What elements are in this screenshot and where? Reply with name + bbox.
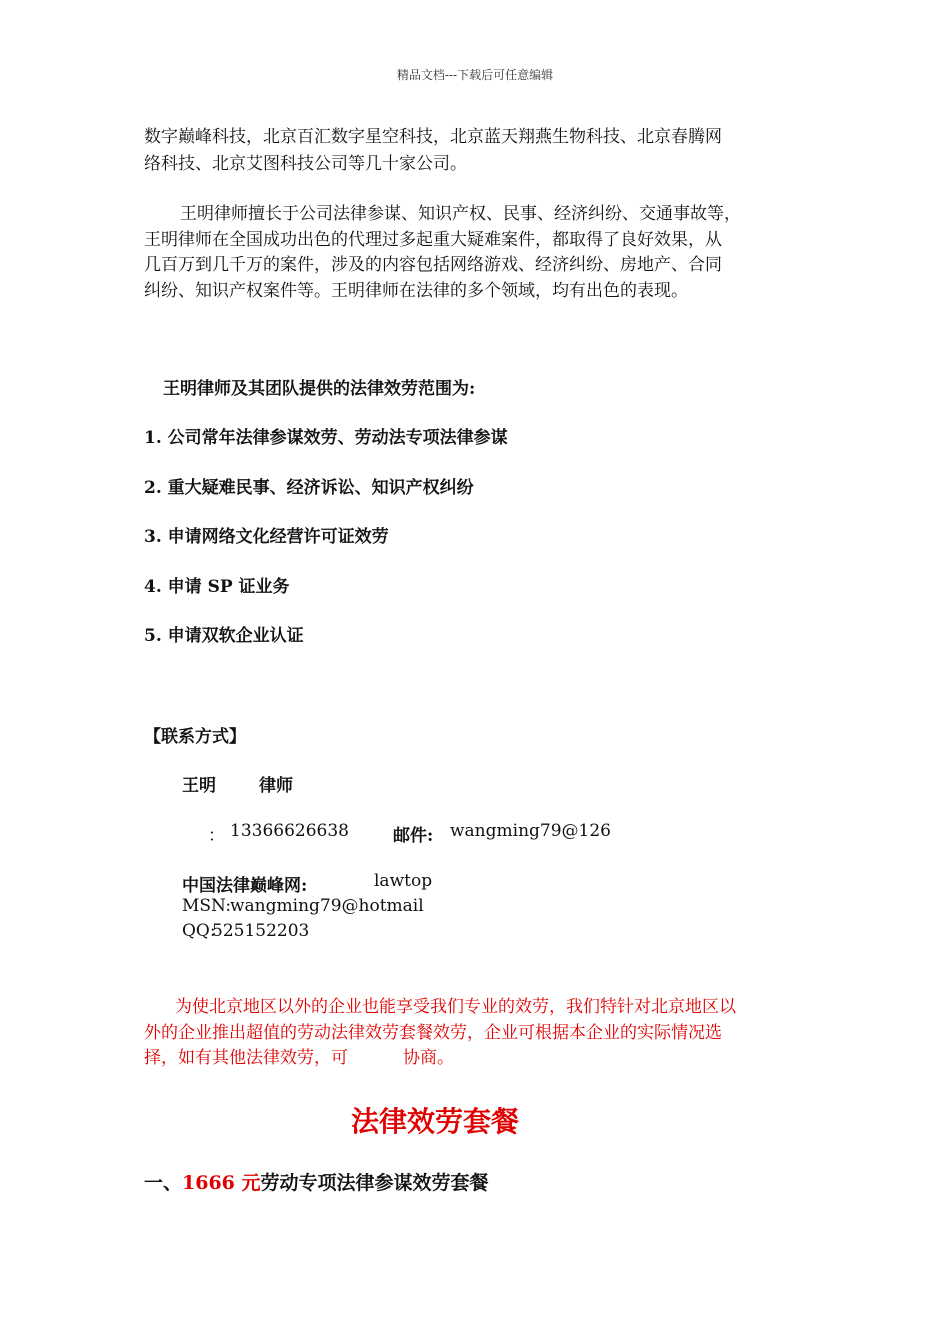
offer-line-1: 为使北京地区以外的企业也能享受我们专业的效劳，我们特针对北京地区以 [175, 997, 736, 1017]
package-1-prefix: 一、 [144, 1172, 183, 1194]
package-title: 法律效劳套餐 [350, 1105, 519, 1138]
email-label: 邮件: [393, 826, 434, 846]
msn-value[interactable]: wangming79@hotmail [230, 896, 424, 916]
site-label: 中国法律巅峰网: [182, 876, 308, 896]
intro-line-2: 络科技、北京艾图科技公司等几十家公司。 [144, 154, 467, 174]
service-item-2: 2. 重大疑难民事、经济诉讼、知识产权纠纷 [144, 478, 474, 498]
expertise-line-2: 王明律师在全国成功出色的代理过多起重大疑难案件，都取得了良好效果，从 [144, 230, 722, 250]
package-1-price: 1666 元 [182, 1172, 261, 1194]
service-item-3: 3. 申请网络文化经营许可证效劳 [144, 527, 389, 547]
site-value[interactable]: lawtop [374, 871, 433, 891]
email-value[interactable]: wangming79@126 [450, 821, 611, 841]
msn-label: MSN: [182, 896, 232, 916]
contact-name: 王明 [182, 776, 216, 796]
phone-prefix: ： [208, 826, 225, 846]
package-1-heading [144, 1168, 489, 1195]
service-item-1: 1. 公司常年法律参谋效劳、劳动法专项法律参谋 [144, 428, 508, 448]
qq-value: 525152203 [212, 921, 310, 941]
qq-label: QQ: [182, 921, 216, 941]
service-item-4: 4. 申请 SP 证业务 [144, 577, 290, 597]
offer-line-3b: 协商。 [403, 1048, 454, 1068]
package-1-name: 劳动专项法律参谋效劳套餐 [260, 1172, 489, 1194]
offer-line-3a: 择，如有其他法律效劳，可 [144, 1048, 348, 1068]
expertise-line-1: 王明律师擅长于公司法律参谋、知识产权、民事、经济纠纷、交通事故等， [180, 204, 741, 224]
expertise-line-4: 纠纷、知识产权案件等。王明律师在法律的多个领域，均有出色的表现。 [144, 281, 688, 301]
services-heading: 王明律师及其团队提供的法律效劳范围为: [163, 379, 476, 399]
offer-line-2: 外的企业推出超值的劳动法律效劳套餐效劳，企业可根据本企业的实际情况选 [144, 1023, 722, 1043]
phone-number: 13366626638 [230, 821, 349, 841]
contact-heading: 【联系方式】 [144, 727, 246, 747]
page-header: 精品文档---下载后可任意编辑 [396, 68, 554, 82]
expertise-line-3: 几百万到几千万的案件，涉及的内容包括网络游戏、经济纠纷、房地产、合同 [144, 255, 722, 275]
intro-line-1: 数字巅峰科技，北京百汇数字星空科技，北京蓝天翔燕生物科技、北京春腾网 [144, 127, 722, 147]
service-item-5: 5. 申请双软企业认证 [144, 626, 304, 646]
contact-title: 律师 [259, 776, 293, 796]
